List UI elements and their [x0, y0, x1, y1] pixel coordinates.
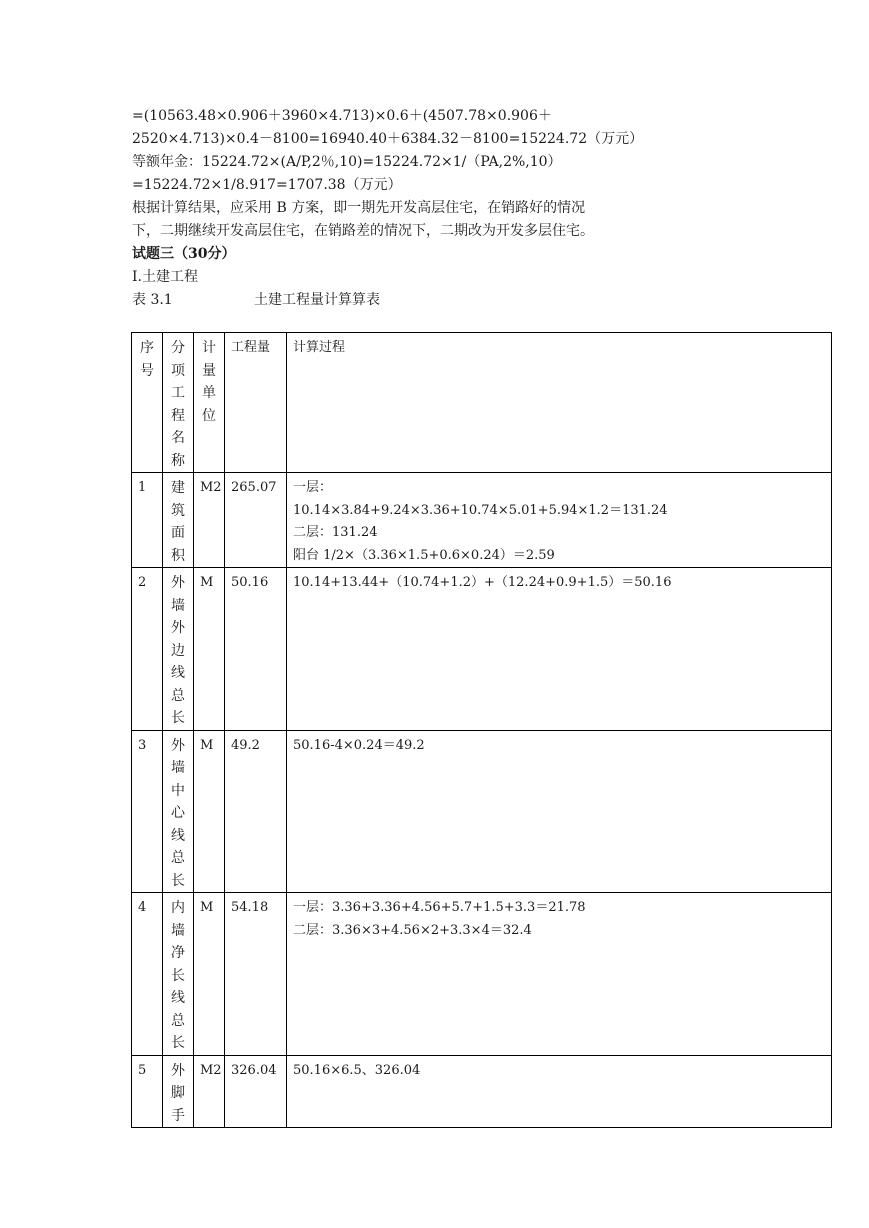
text-line-1: =(10563.48×0.906＋3960×4.713)×0.6＋(4507.78×0.906＋ — [132, 108, 552, 124]
header-process: 计算过程 — [287, 333, 832, 473]
cell-process: 50.16×6.5、326.04 — [287, 1055, 832, 1128]
cell-qty: 54.18 — [225, 893, 287, 1056]
table-row — [132, 893, 832, 1056]
text-line-6: 下，二期继续开发高层住宅，在销路差的情况下，二期改为开发多层住宅。 — [132, 223, 594, 239]
cell-seq: 5 — [132, 1055, 163, 1128]
cell-unit: M — [194, 893, 225, 1056]
header-item: 分项工程名称 — [163, 333, 194, 473]
text-line-5: 根据计算结果，应采用 B 方案，即一期先开发高层住宅，在销路好的情况 — [132, 200, 586, 216]
section-title: 试题三（30分） — [132, 246, 236, 262]
header-seq: 序号 — [132, 333, 163, 473]
cell-item: 外脚手 — [163, 1055, 194, 1128]
header-qty: 工程量 — [225, 333, 287, 473]
cell-seq: 1 — [132, 473, 163, 568]
table-row — [132, 568, 832, 731]
cell-qty: 49.2 — [225, 730, 287, 893]
text-line-4: =15224.72×1/8.917=1707.38（万元） — [132, 177, 402, 193]
table-row — [132, 730, 832, 893]
cell-seq: 3 — [132, 730, 163, 893]
cell-unit: M2 — [194, 1055, 225, 1128]
cell-seq: 2 — [132, 568, 163, 731]
cell-process: 一层： 10.14×3.84+9.24×3.36+10.74×5.01+5.94×1.2＝131.24 二层：131.24 阳台 1/2×（3.36×1.5+0.6×0.24）＝2.59 — [287, 473, 832, 568]
cell-unit: M — [194, 730, 225, 893]
table-header-row — [132, 333, 832, 473]
cell-item: 建筑面积 — [163, 473, 194, 568]
cell-item: 外墙中心线总长 — [163, 730, 194, 893]
cell-process: 一层：3.36+3.36+4.56+5.7+1.5+3.3＝21.78 二层：3.36×3+4.56×2+3.3×4＝32.4 — [287, 893, 832, 1056]
cell-qty: 50.16 — [225, 568, 287, 731]
table-caption-number: 表 3.1 — [132, 292, 173, 308]
cell-item: 外墙外边线总长 — [163, 568, 194, 731]
cell-qty: 326.04 — [225, 1055, 287, 1128]
cell-qty: 265.07 — [225, 473, 287, 568]
text-line-2: 2520×4.713)×0.4－8100=16940.40＋6384.32－8100=15224.72（万元） — [132, 131, 644, 147]
header-unit: 计量单位 — [194, 333, 225, 473]
subsection-title: Ⅰ.土建工程 — [132, 269, 198, 285]
cell-seq: 4 — [132, 893, 163, 1056]
cell-item: 内墙净长线总长 — [163, 893, 194, 1056]
table-row — [132, 473, 832, 568]
table-row — [132, 1055, 832, 1128]
cell-unit: M2 — [194, 473, 225, 568]
cell-process: 10.14+13.44+（10.74+1.2）+（12.24+0.9+1.5）＝50.16 — [287, 568, 832, 731]
quantity-calculation-table — [131, 332, 832, 1128]
cell-process: 50.16-4×0.24＝49.2 — [287, 730, 832, 893]
cell-unit: M — [194, 568, 225, 731]
text-line-3: 等额年金：15224.72×(A/P,2％,10)=15224.72×1/（PA,2%,10） — [132, 154, 562, 170]
table-caption-title: 土建工程量计算算表 — [254, 292, 380, 308]
